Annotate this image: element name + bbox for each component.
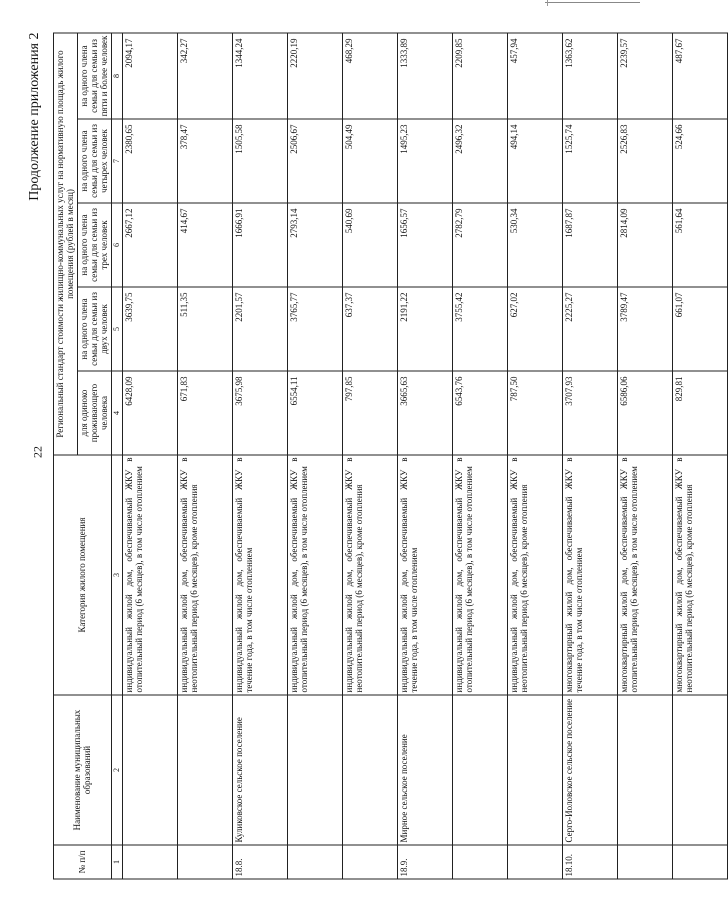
- row-number: 18.9.: [397, 845, 452, 879]
- row-number: 18.10.: [562, 845, 617, 879]
- housing-category: многоквартирный жилой дом, обеспечиваемый ЖКУ в неотопительный период (6 месяцев), кроме отопления: [672, 455, 727, 695]
- tariff-value: 2496,32: [452, 119, 507, 203]
- row-number: [287, 845, 342, 879]
- municipality-name: [122, 695, 177, 845]
- tariff-value: 797,85: [342, 371, 397, 455]
- tariff-table: [53, 32, 728, 879]
- table-row: [397, 33, 452, 879]
- appendix-label: Продолжение приложения 2: [27, 32, 42, 201]
- housing-category: индивидуальный жилой дом, обеспечиваемый ЖКУ в неотопительный период (6 месяцев), кроме отопления: [507, 455, 562, 695]
- row-number: [672, 845, 727, 879]
- table-row: [232, 33, 287, 879]
- row-number: 18.8.: [232, 845, 287, 879]
- row-number: [617, 845, 672, 879]
- tariff-value: 787,50: [507, 371, 562, 455]
- tariff-value: 1687,87: [562, 203, 617, 287]
- tariff-value: 1666,91: [232, 203, 287, 287]
- table-row: [562, 33, 617, 879]
- tariff-value: 3639,75: [122, 287, 177, 371]
- tariff-value: 2506,67: [287, 119, 342, 203]
- header-standard: Региональный стандарт стоимости жилищно-коммунальных услуг на нормативную площадь жилого помещения (рублей в месяц): [54, 33, 78, 455]
- table-row: [617, 33, 672, 879]
- tariff-value: 494,14: [507, 119, 562, 203]
- tariff-value: 2225,27: [562, 287, 617, 371]
- tariff-value: 468,29: [342, 33, 397, 119]
- column-index: 5: [111, 287, 122, 371]
- page-number: 22: [30, 446, 45, 458]
- municipality-name: [342, 695, 397, 845]
- municipality-name: [177, 695, 232, 845]
- tariff-value: 1505,58: [232, 119, 287, 203]
- tariff-value: 3755,42: [452, 287, 507, 371]
- column-index: 3: [111, 455, 122, 695]
- tariff-value: 414,67: [177, 203, 232, 287]
- header-name: Наименование муниципальных образований: [54, 695, 112, 845]
- rotated-page: [25, 25, 695, 880]
- tariff-value: 3707,93: [562, 371, 617, 455]
- tariff-value: 378,47: [177, 119, 232, 203]
- column-index-row: [111, 33, 122, 879]
- tariff-value: 6543,76: [452, 371, 507, 455]
- municipality-name: [617, 695, 672, 845]
- housing-category: индивидуальный жилой дом, обеспечиваемый ЖКУ в отопительный период (6 месяцев), в том числе отоплением: [287, 455, 342, 695]
- tariff-value: 530,34: [507, 203, 562, 287]
- table-row: [452, 33, 507, 879]
- tariff-value: 504,49: [342, 119, 397, 203]
- table-row: [177, 33, 232, 879]
- housing-category: индивидуальный жилой дом, обеспечиваемый ЖКУ в отопительный период (6 месяцев), в том числе отоплением: [452, 455, 507, 695]
- tariff-value: 2380,65: [122, 119, 177, 203]
- corner-line: [545, 2, 640, 3]
- housing-category: многоквартирный жилой дом, обеспечиваемый ЖКУ в течение года, в том числе отоплением: [562, 455, 617, 695]
- corner-tick: [547, 0, 548, 6]
- tariff-value: 2209,85: [452, 33, 507, 119]
- tariff-value: 661,07: [672, 287, 727, 371]
- tariff-value: 1363,62: [562, 33, 617, 119]
- tariff-value: 6554,11: [287, 371, 342, 455]
- tariff-value: 511,35: [177, 287, 232, 371]
- tariff-value: 3675,98: [232, 371, 287, 455]
- municipality-name: [507, 695, 562, 845]
- tariff-value: 2201,57: [232, 287, 287, 371]
- housing-category: индивидуальный жилой дом, обеспечиваемый ЖКУ в неотопительный период (6 месяцев), кроме отопления: [177, 455, 232, 695]
- tariff-value: 3789,47: [617, 287, 672, 371]
- municipality-name: Мирное сельское поселение: [397, 695, 452, 845]
- tariff-value: 627,02: [507, 287, 562, 371]
- housing-category: индивидуальный жилой дом, обеспечиваемый ЖКУ в отопительный период (6 месяцев), в том числе отоплением: [122, 455, 177, 695]
- header-sub-5: на одного члена семьи для семьи из пяти и более человек: [77, 33, 111, 119]
- table-row: [342, 33, 397, 879]
- row-number: [507, 845, 562, 879]
- table-body: [122, 33, 727, 879]
- tariff-value: 524,66: [672, 119, 727, 203]
- housing-category: индивидуальный жилой дом, обеспечиваемый ЖКУ в течение года, в том числе отоплением: [232, 455, 287, 695]
- column-index: 8: [111, 33, 122, 119]
- tariff-value: 1333,89: [397, 33, 452, 119]
- housing-category: индивидуальный жилой дом, обеспечиваемый ЖКУ в течение года, в том числе отоплением: [397, 455, 452, 695]
- municipality-name: Серго-Иоловское сельское поселение: [562, 695, 617, 845]
- municipality-name: Куликовское сельское поселение: [232, 695, 287, 845]
- tariff-value: 487,67: [672, 33, 727, 119]
- tariff-value: 6586,06: [617, 371, 672, 455]
- tariff-value: 561,64: [672, 203, 727, 287]
- table-row: [507, 33, 562, 879]
- header-sub-3: на одного члена семьи для семьи из трех человек: [77, 203, 111, 287]
- municipality-name: [672, 695, 727, 845]
- tariff-value: 457,94: [507, 33, 562, 119]
- housing-category: многоквартирный жилой дом, обеспечиваемый ЖКУ в отопительный период (6 месяцев), в том числе отоплением: [617, 455, 672, 695]
- header-sub-4: на одного члена семьи для семьи из четырех человек: [77, 119, 111, 203]
- housing-category: индивидуальный жилой дом, обеспечиваемый ЖКУ в неотопительный период (6 месяцев), кроме отопления: [342, 455, 397, 695]
- tariff-value: 1656,57: [397, 203, 452, 287]
- tariff-value: 2782,79: [452, 203, 507, 287]
- row-number: [177, 845, 232, 879]
- tariff-value: 342,27: [177, 33, 232, 119]
- row-number: [342, 845, 397, 879]
- tariff-value: 2220,19: [287, 33, 342, 119]
- tariff-value: 2793,14: [287, 203, 342, 287]
- header-no: № п/п: [54, 845, 112, 879]
- tariff-value: 671,83: [177, 371, 232, 455]
- municipality-name: [287, 695, 342, 845]
- tariff-value: 2094,17: [122, 33, 177, 119]
- tariff-value: 2814,09: [617, 203, 672, 287]
- header-category: Категория жилого помещения: [54, 455, 112, 695]
- table-header: [54, 33, 123, 879]
- tariff-value: 637,37: [342, 287, 397, 371]
- tariff-value: 1525,74: [562, 119, 617, 203]
- tariff-value: 3665,63: [397, 371, 452, 455]
- header-sub-1: для одиноко проживающего человека: [77, 371, 111, 455]
- table-row: [122, 33, 177, 879]
- tariff-value: 829,81: [672, 371, 727, 455]
- tariff-value: 540,69: [342, 203, 397, 287]
- table-row: [287, 33, 342, 879]
- column-index: 6: [111, 203, 122, 287]
- row-number: [122, 845, 177, 879]
- tariff-value: 1495,23: [397, 119, 452, 203]
- column-index: 7: [111, 119, 122, 203]
- tariff-value: 6428,09: [122, 371, 177, 455]
- tariff-value: 1344,24: [232, 33, 287, 119]
- column-index: 2: [111, 695, 122, 845]
- tariff-value: 2667,12: [122, 203, 177, 287]
- tariff-value: 3765,77: [287, 287, 342, 371]
- row-number: [452, 845, 507, 879]
- column-index: 1: [111, 845, 122, 879]
- tariff-value: 2191,22: [397, 287, 452, 371]
- tariff-value: 2239,57: [617, 33, 672, 119]
- header-sub-2: на одного члена семьи для семьи из двух человек: [77, 287, 111, 371]
- tariff-value: 2526,83: [617, 119, 672, 203]
- table-row: [672, 33, 727, 879]
- column-index: 4: [111, 371, 122, 455]
- municipality-name: [452, 695, 507, 845]
